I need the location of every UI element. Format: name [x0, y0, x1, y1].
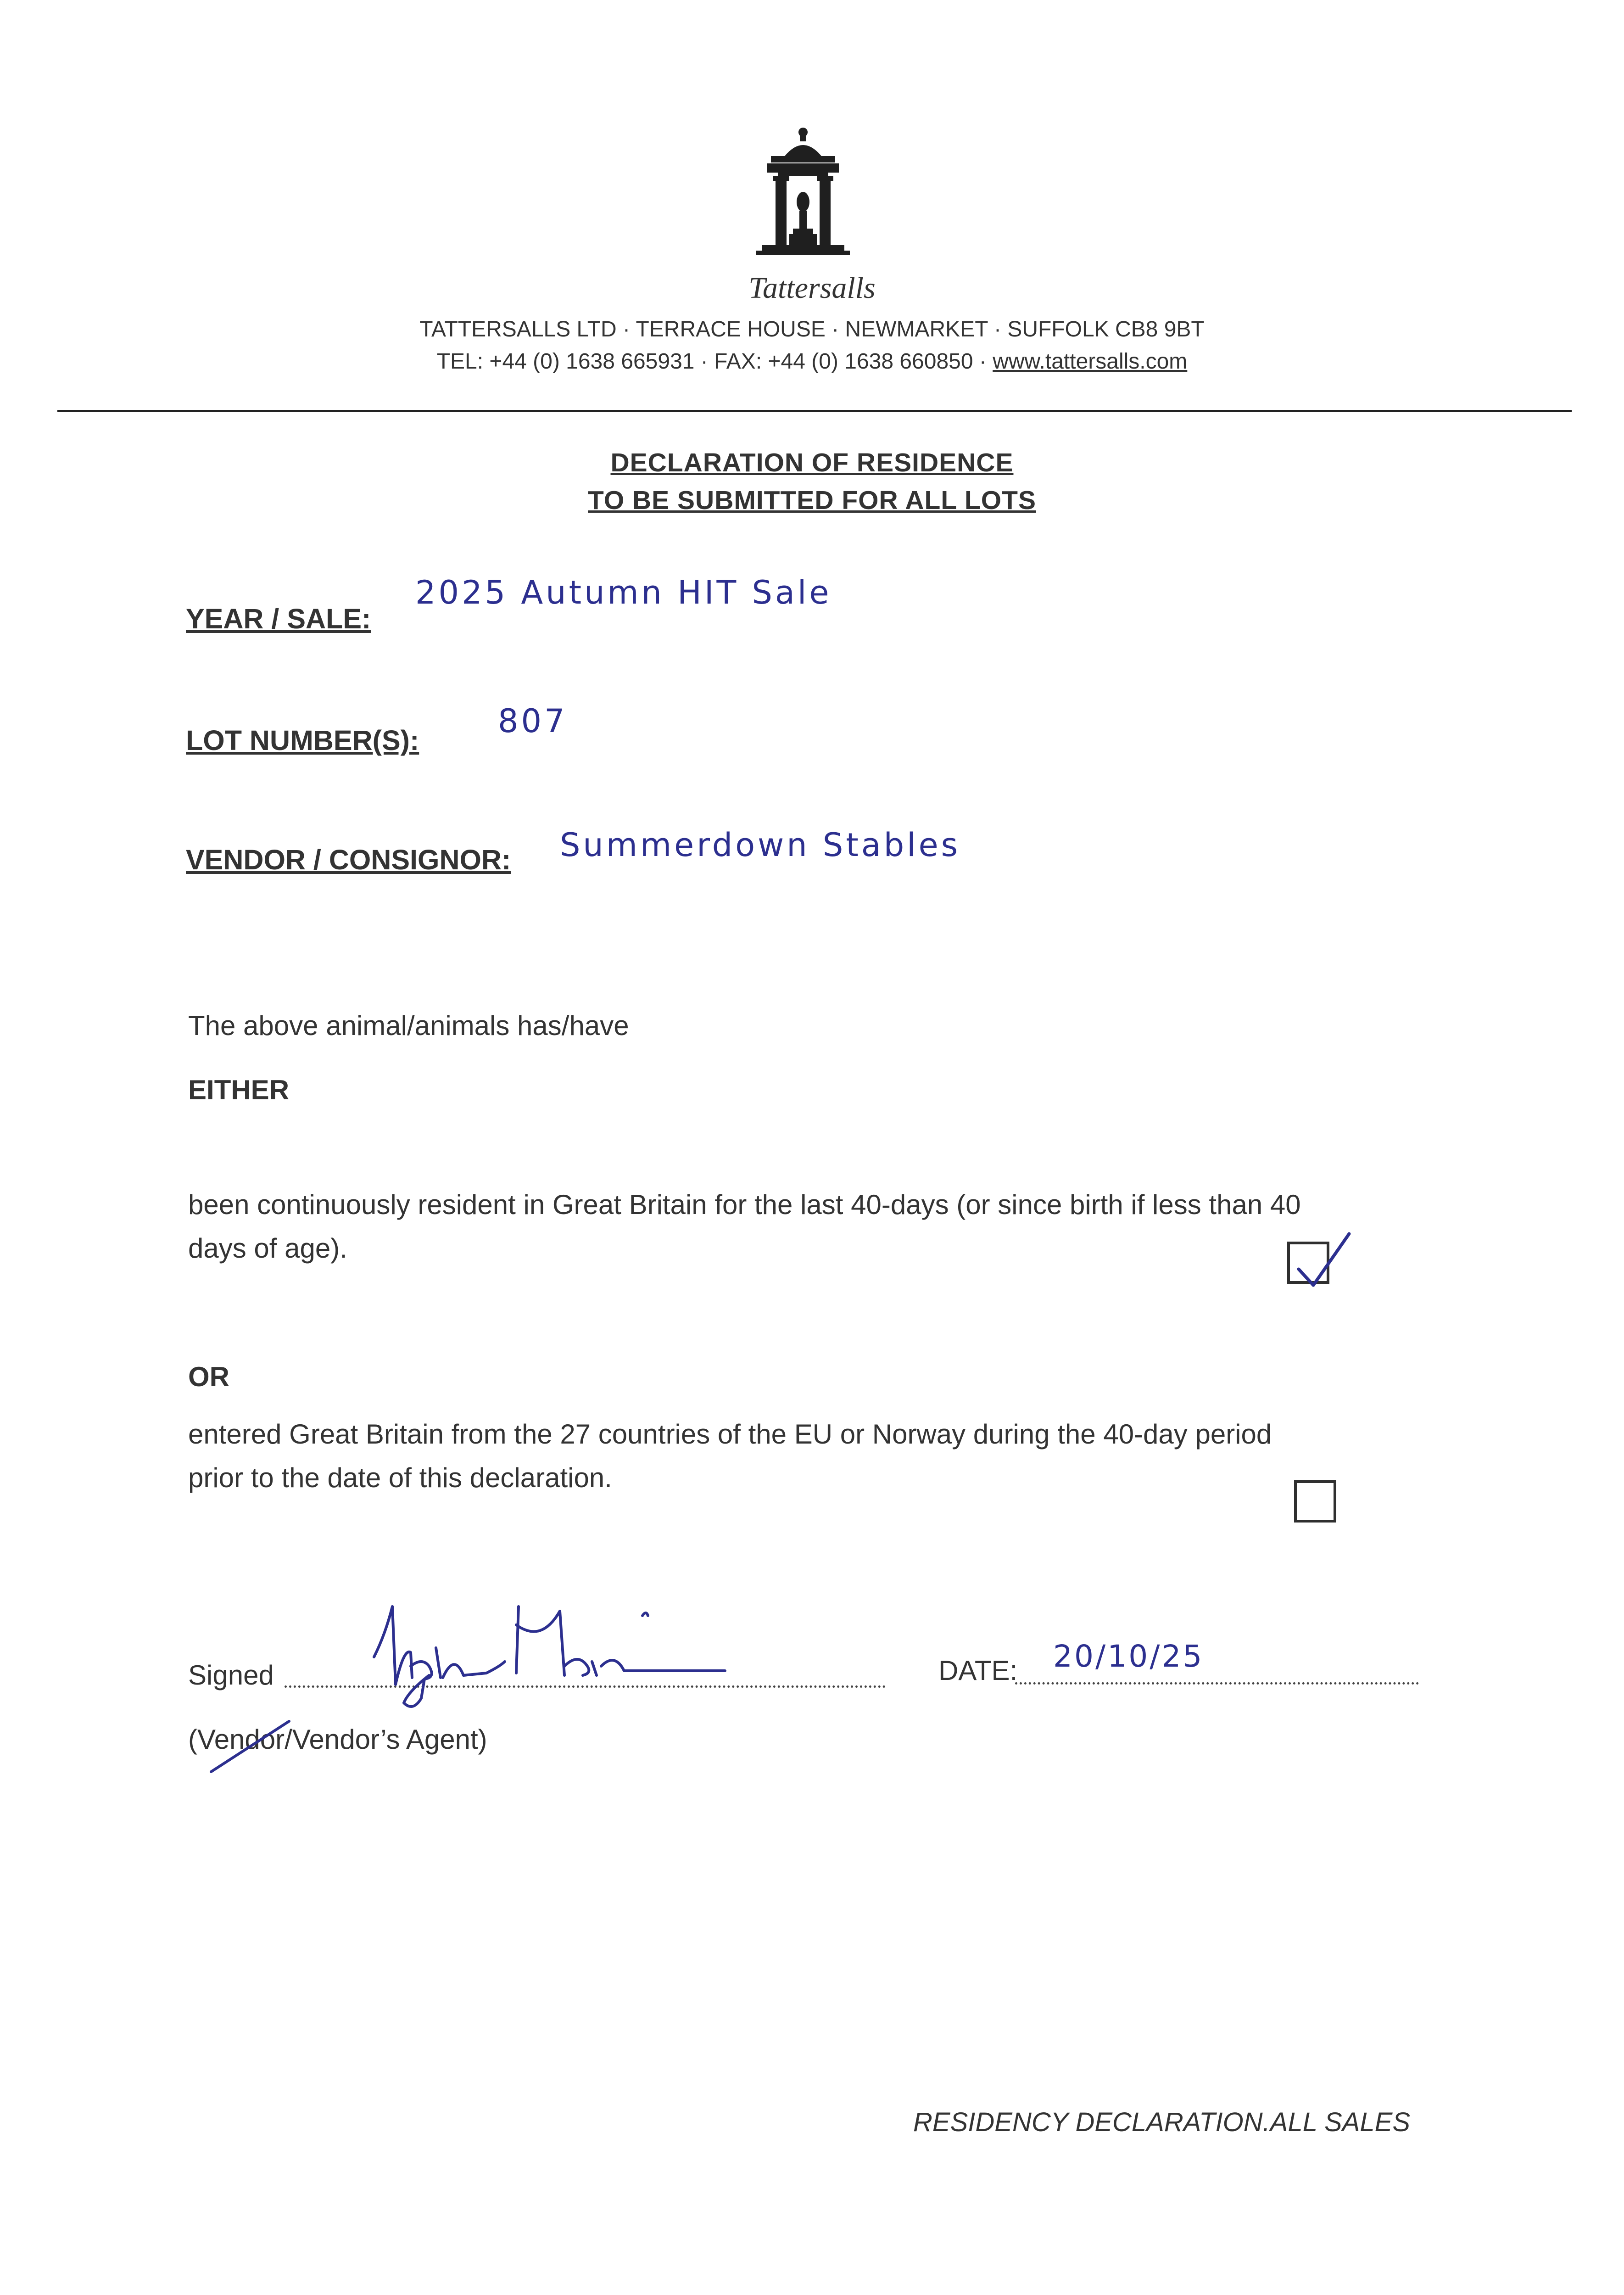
- lot-number-label: LOT NUMBER(S):: [186, 725, 419, 756]
- tattersalls-logo: [734, 124, 872, 275]
- year-sale-label: YEAR / SALE:: [186, 603, 371, 634]
- option1-text-line1: been continuously resident in Great Britain for the last 40-days (or since birth if less than 40: [188, 1189, 1301, 1220]
- checkmark-icon: [1285, 1226, 1363, 1299]
- signed-label: Signed: [188, 1660, 274, 1690]
- either-heading: EITHER: [188, 1075, 290, 1105]
- vendor-consignor-label: VENDOR / CONSIGNOR:: [186, 844, 511, 875]
- form-subtitle: TO BE SUBMITTED FOR ALL LOTS: [588, 486, 1036, 515]
- contact-text: TEL: +44 (0) 1638 665931 · FAX: +44 (0) 1638 660850 ·: [436, 349, 993, 374]
- date-label: DATE:: [938, 1655, 1018, 1686]
- form-title: DECLARATION OF RESIDENCE: [610, 448, 1014, 477]
- year-sale-value[interactable]: 2025 Autumn HIT Sale: [415, 574, 832, 611]
- intro-text: The above animal/animals has/have: [188, 1010, 629, 1041]
- signatory-role: (Vendor/Vendor’s Agent): [188, 1724, 487, 1755]
- strikethrough-mark: [206, 1712, 298, 1776]
- option2-text-line1: entered Great Britain from the 27 countries of the EU or Norway during the 40-day period: [188, 1419, 1272, 1450]
- form-footer: RESIDENCY DECLARATION.ALL SALES: [913, 2107, 1411, 2137]
- brand-name: Tattersalls: [748, 271, 876, 305]
- website-link[interactable]: www.tattersalls.com: [993, 349, 1188, 374]
- option1-text-line2: days of age).: [188, 1233, 347, 1264]
- lot-number-value[interactable]: 807: [498, 702, 568, 740]
- option2-checkbox[interactable]: [1294, 1480, 1336, 1523]
- date-value[interactable]: 20/10/25: [1053, 1639, 1204, 1674]
- header-divider: [57, 410, 1572, 412]
- option2-text-line2: prior to the date of this declaration.: [188, 1462, 612, 1493]
- handwritten-signature[interactable]: [367, 1597, 743, 1717]
- or-heading: OR: [188, 1361, 229, 1392]
- address-line: TATTERSALLS LTD · TERRACE HOUSE · NEWMARKET · SUFFOLK CB8 9BT: [419, 317, 1205, 341]
- date-line: [1015, 1682, 1419, 1685]
- vendor-consignor-value[interactable]: Summerdown Stables: [560, 826, 961, 864]
- contact-line: [0, 349, 1624, 374]
